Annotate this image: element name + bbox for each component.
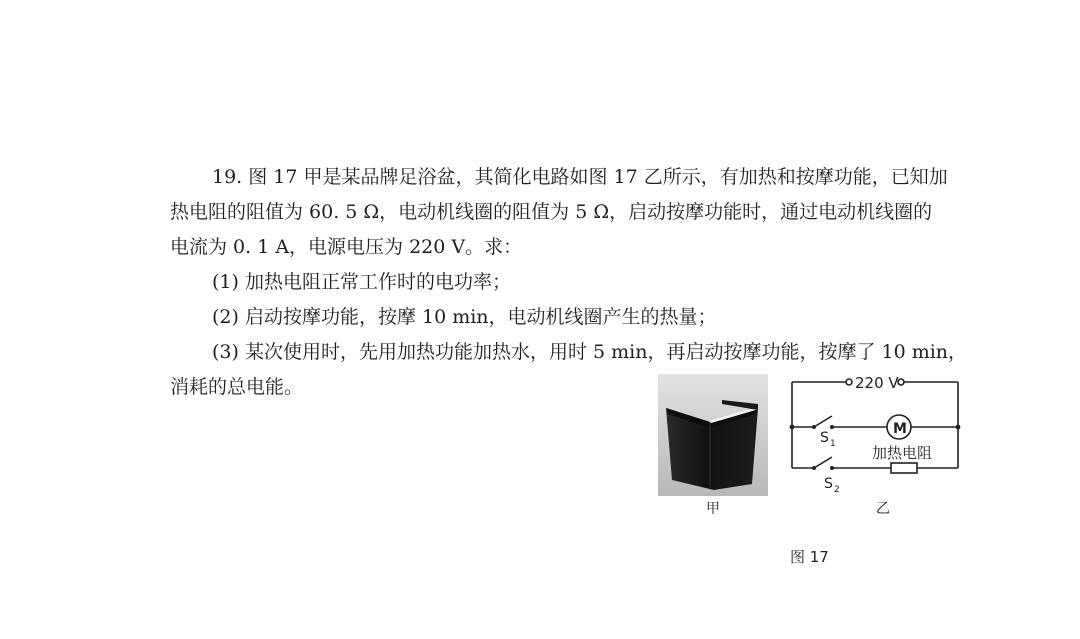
foot-bath-photo [658,374,768,496]
question-line-1: 19. 图 17 甲是某品牌足浴盆，其简化电路如图 17 乙所示，有加热和按摩功能，已知加 [212,166,948,188]
resistor-symbol [891,463,917,473]
circuit-diagram [780,370,970,500]
caption-jia: 甲 [706,501,720,517]
question-part-1: (1) 加热电阻正常工作时的电功率； [212,271,511,293]
source-terminal-right [898,379,904,385]
question-part-3: (3) 某次使用时，先用加热功能加热水，用时 5 min，再启动按摩功能，按摩了 10 min， [212,341,968,363]
figure-label: 图 17 [790,548,829,566]
resistor-label: 加热电阻 [872,444,933,462]
motor-label: M [893,421,907,437]
switch-s2-subscript: 2 [834,485,840,495]
caption-yi: 乙 [876,501,890,517]
question-part-3-continued: 消耗的总电能。 [170,376,304,398]
question-part-2: (2) 启动按摩功能，按摩 10 min，电动机线圈产生的热量； [212,306,717,328]
switch-s1-label: S [820,430,829,446]
switch-s2-label: S [824,476,833,492]
switch-s1-subscript: 1 [830,439,836,449]
source-label: 220 V [855,374,899,392]
question-text [170,160,968,405]
switch-s2-blade [814,457,832,468]
foot-bath-image [658,374,768,496]
switch-s1-blade [814,416,832,427]
question-line-3: 电流为 0. 1 A，电源电压为 220 V。求： [170,236,523,258]
source-terminal-left [846,379,852,385]
question-line-2: 热电阻的阻值为 60. 5 Ω，电动机线圈的阻值为 5 Ω，启动按摩功能时，通过电动机线圈的 [170,201,933,223]
